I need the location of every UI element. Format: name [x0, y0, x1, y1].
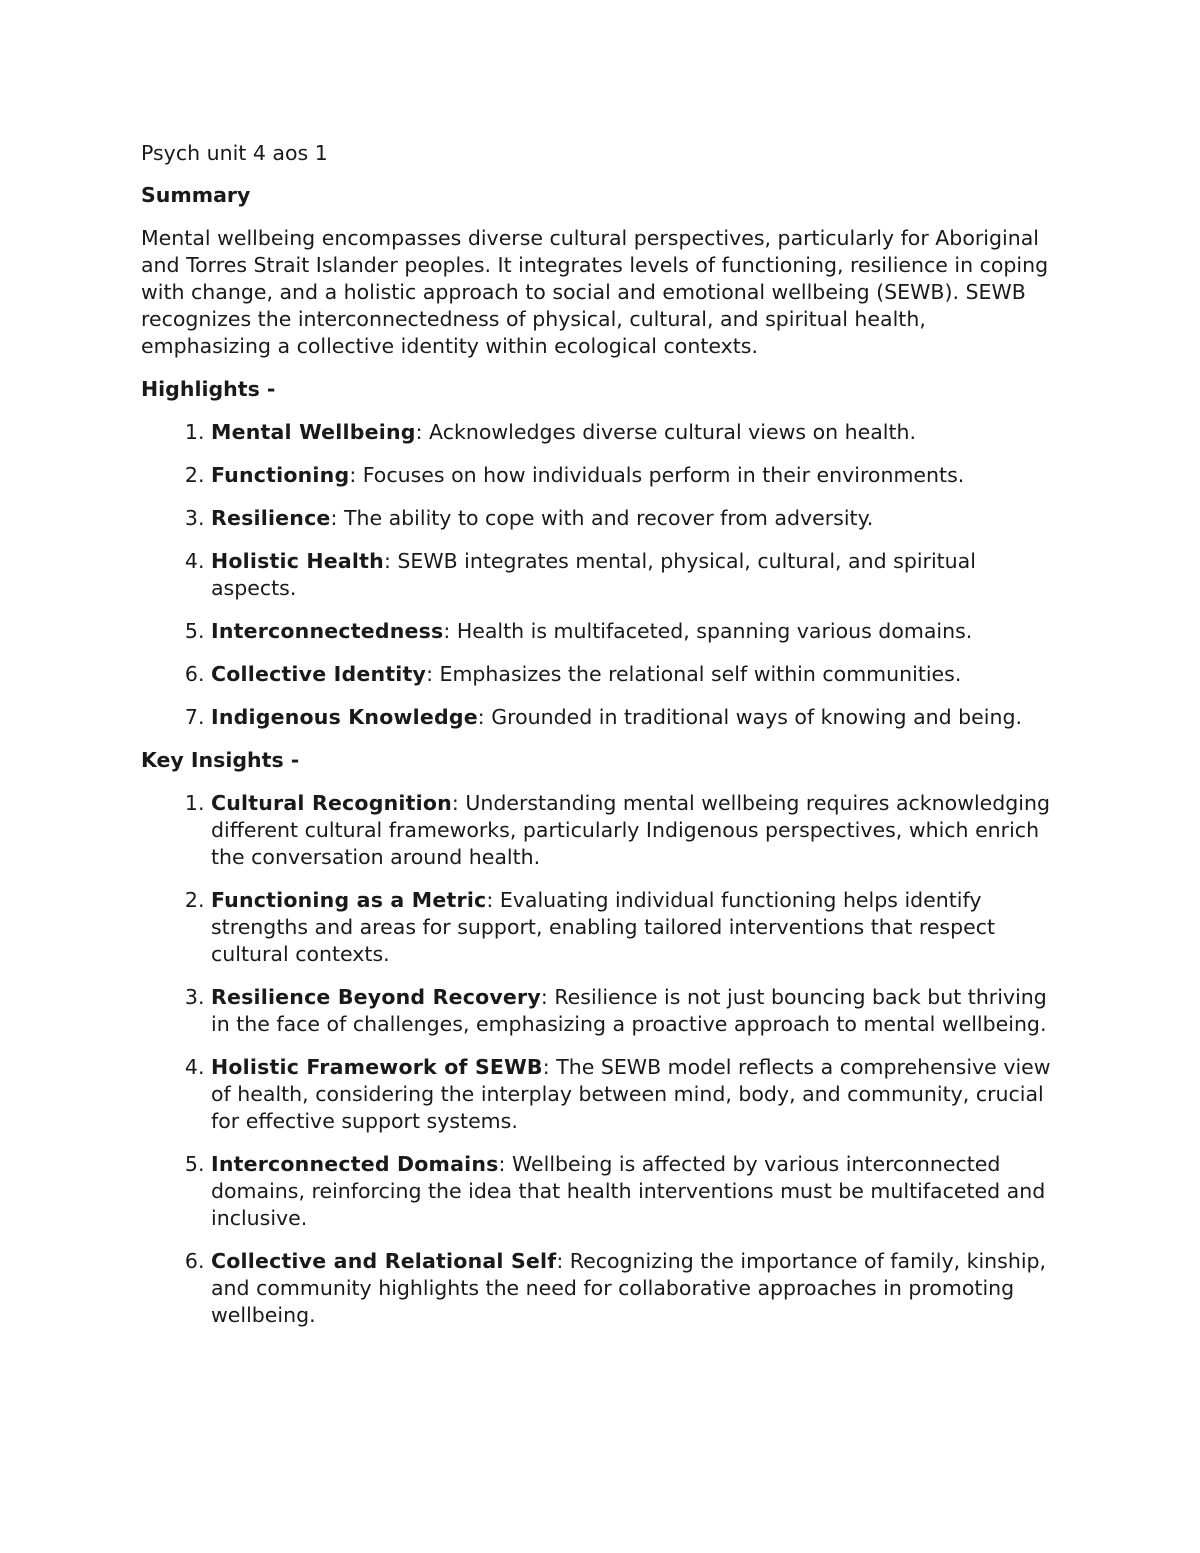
insight-text: : Evaluating individual functioning helps identify strengths and areas for support, enabling tailored interventions that respect cultural contexts. — [211, 888, 996, 966]
highlight-term: Functioning — [211, 463, 350, 487]
insight-term: Cultural Recognition — [211, 791, 452, 815]
list-item — [211, 618, 1051, 645]
highlight-term: Resilience — [211, 506, 331, 530]
list-item — [211, 505, 1051, 532]
insight-text: : Understanding mental wellbeing requires acknowledging different cultural frameworks, particularly Indigenous perspectives, which enrich the conversation around health. — [211, 791, 1050, 869]
highlights-list — [141, 419, 1051, 731]
document-title: Psych unit 4 aos 1 — [141, 141, 328, 165]
insight-text: : Resilience is not just bouncing back but thriving in the face of challenges, emphasizing a proactive approach to mental wellbeing. — [211, 985, 1047, 1036]
highlight-text: : The ability to cope with and recover from adversity. — [330, 506, 874, 530]
insight-term: Resilience Beyond Recovery — [211, 985, 541, 1009]
list-item — [211, 1248, 1051, 1329]
list-item — [211, 704, 1051, 731]
highlights-heading: Highlights - — [141, 377, 276, 401]
insight-text: : The SEWB model reflects a comprehensive view of health, considering the interplay between mind, body, and community, crucial for effective support systems. — [211, 1055, 1051, 1133]
insight-text: : Wellbeing is affected by various interconnected domains, reinforcing the idea that health interventions must be multifaceted and inclusive. — [211, 1152, 1046, 1230]
highlight-text: : Health is multifaceted, spanning various domains. — [443, 619, 973, 643]
insight-term: Collective and Relational Self — [211, 1249, 557, 1273]
highlight-text: : Acknowledges diverse cultural views on health. — [415, 420, 917, 444]
highlight-text: : Grounded in traditional ways of knowing and being. — [477, 705, 1022, 729]
highlight-term: Interconnectedness — [211, 619, 444, 643]
list-item — [211, 984, 1051, 1038]
insight-text: : Recognizing the importance of family, kinship, and community highlights the need for collaborative approaches in promoting wellbeing. — [211, 1249, 1047, 1327]
highlight-text: : SEWB integrates mental, physical, cultural, and spiritual aspects. — [211, 549, 976, 600]
insight-term: Holistic Framework of SEWB — [211, 1055, 543, 1079]
list-item — [211, 548, 1051, 602]
summary-heading: Summary — [141, 183, 251, 207]
insight-term: Functioning as a Metric — [211, 888, 487, 912]
highlight-text: : Focuses on how individuals perform in their environments. — [349, 463, 965, 487]
highlight-term: Indigenous Knowledge — [211, 705, 478, 729]
highlight-term: Holistic Health — [211, 549, 384, 573]
list-item — [211, 1054, 1051, 1135]
document-page — [141, 140, 1051, 1345]
key-insights-list — [141, 790, 1051, 1329]
highlight-term: Collective Identity — [211, 662, 427, 686]
list-item — [211, 887, 1051, 968]
highlight-text: : Emphasizes the relational self within communities. — [426, 662, 962, 686]
list-item — [211, 790, 1051, 871]
list-item — [211, 1151, 1051, 1232]
key-insights-heading: Key Insights - — [141, 748, 300, 772]
summary-paragraph: Mental wellbeing encompasses diverse cultural perspectives, particularly for Aboriginal and Torres Strait Islander peoples. It integrates levels of functioning, resilience in coping with change, and a holistic approach to social and emotional wellbeing (SEWB). SEWB recognizes the interconnectedness of physical, cultural, and spiritual health, emphasizing a collective identity within ecological contexts. — [141, 226, 1049, 358]
list-item — [211, 419, 1051, 446]
insight-term: Interconnected Domains — [211, 1152, 499, 1176]
list-item — [211, 661, 1051, 688]
list-item — [211, 462, 1051, 489]
highlight-term: Mental Wellbeing — [211, 420, 416, 444]
